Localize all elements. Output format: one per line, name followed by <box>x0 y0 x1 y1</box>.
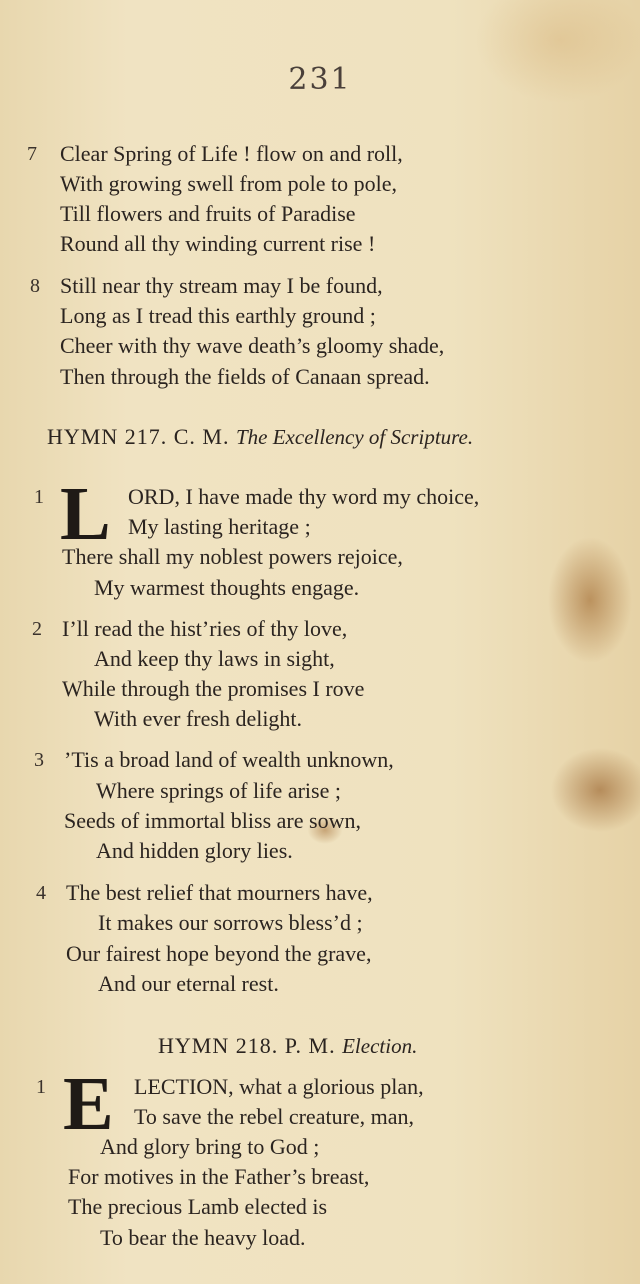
verse-number: 3 <box>34 749 44 771</box>
verse-line: Round all thy winding current rise ! <box>60 231 376 256</box>
verse-line: It makes our sorrows bless’d ; <box>98 910 363 935</box>
page-number: 231 <box>288 62 352 97</box>
verse-line: Cheer with thy wave death’s gloomy shade, <box>60 333 445 358</box>
drop-cap: E <box>63 1062 114 1146</box>
verse-line: To bear the heavy load. <box>100 1225 306 1250</box>
verse-line: For motives in the Father’s breast, <box>68 1164 370 1189</box>
hymn-218-heading <box>158 1031 417 1061</box>
verse-number: 1 <box>34 486 44 508</box>
verse-line: I’ll read the hist’ries of thy love, <box>62 616 348 641</box>
verse-line: While through the promises I rove <box>62 676 365 701</box>
verse-line: The precious Lamb elected is <box>68 1194 328 1219</box>
verse-line: My warmest thoughts engage. <box>94 575 360 600</box>
verse-line: Where springs of life arise ; <box>96 778 341 803</box>
verse-number: 4 <box>36 882 46 904</box>
verse-line: And keep thy laws in sight, <box>94 646 335 671</box>
verse-number: 8 <box>30 275 40 297</box>
hymn-subtitle: Election. <box>342 1034 418 1058</box>
verse-line: With growing swell from pole to pole, <box>60 171 398 196</box>
hymn-meter: P. M. <box>284 1033 336 1058</box>
drop-cap: L <box>60 472 111 556</box>
verse-line: ’Tis a broad land of wealth unknown, <box>64 747 394 772</box>
verse-line: Long as I tread this earthly ground ; <box>60 303 376 328</box>
verse-line: Clear Spring of Life ! flow on and roll, <box>60 141 403 166</box>
verse-number: 1 <box>36 1076 46 1098</box>
verse-line: ORD, I have made thy word my choice, <box>128 484 480 509</box>
verse-line: Our fairest hope beyond the grave, <box>66 941 372 966</box>
hymn-meter: C. M. <box>173 424 230 449</box>
hymn-217-heading <box>47 422 473 452</box>
verse-number: 7 <box>27 143 37 165</box>
verse-line: Then through the fields of Canaan spread. <box>60 364 430 389</box>
verse-line: There shall my noblest powers rejoice, <box>62 544 403 569</box>
verse-number: 2 <box>32 618 42 640</box>
verse-line: And glory bring to God ; <box>100 1134 320 1159</box>
verse-line: Seeds of immortal bliss are sown, <box>64 808 361 833</box>
verse-line: The best relief that mourners have, <box>66 880 373 905</box>
verse-line: Still near thy stream may I be found, <box>60 273 383 298</box>
verse-line: LECTION, what a glorious plan, <box>134 1074 424 1099</box>
verse-line: With ever fresh delight. <box>94 706 303 731</box>
verse-line: And our eternal rest. <box>98 971 279 996</box>
verse-line: My lasting heritage ; <box>128 514 311 539</box>
verse-line: To save the rebel creature, man, <box>134 1104 415 1129</box>
hymn-number: HYMN 217. <box>47 424 168 449</box>
hymn-subtitle: The Excellency of Scripture. <box>235 425 474 449</box>
hymn-number: HYMN 218. <box>158 1033 279 1058</box>
verse-line: And hidden glory lies. <box>96 838 293 863</box>
verse-line: Till flowers and fruits of Paradise <box>60 201 356 226</box>
